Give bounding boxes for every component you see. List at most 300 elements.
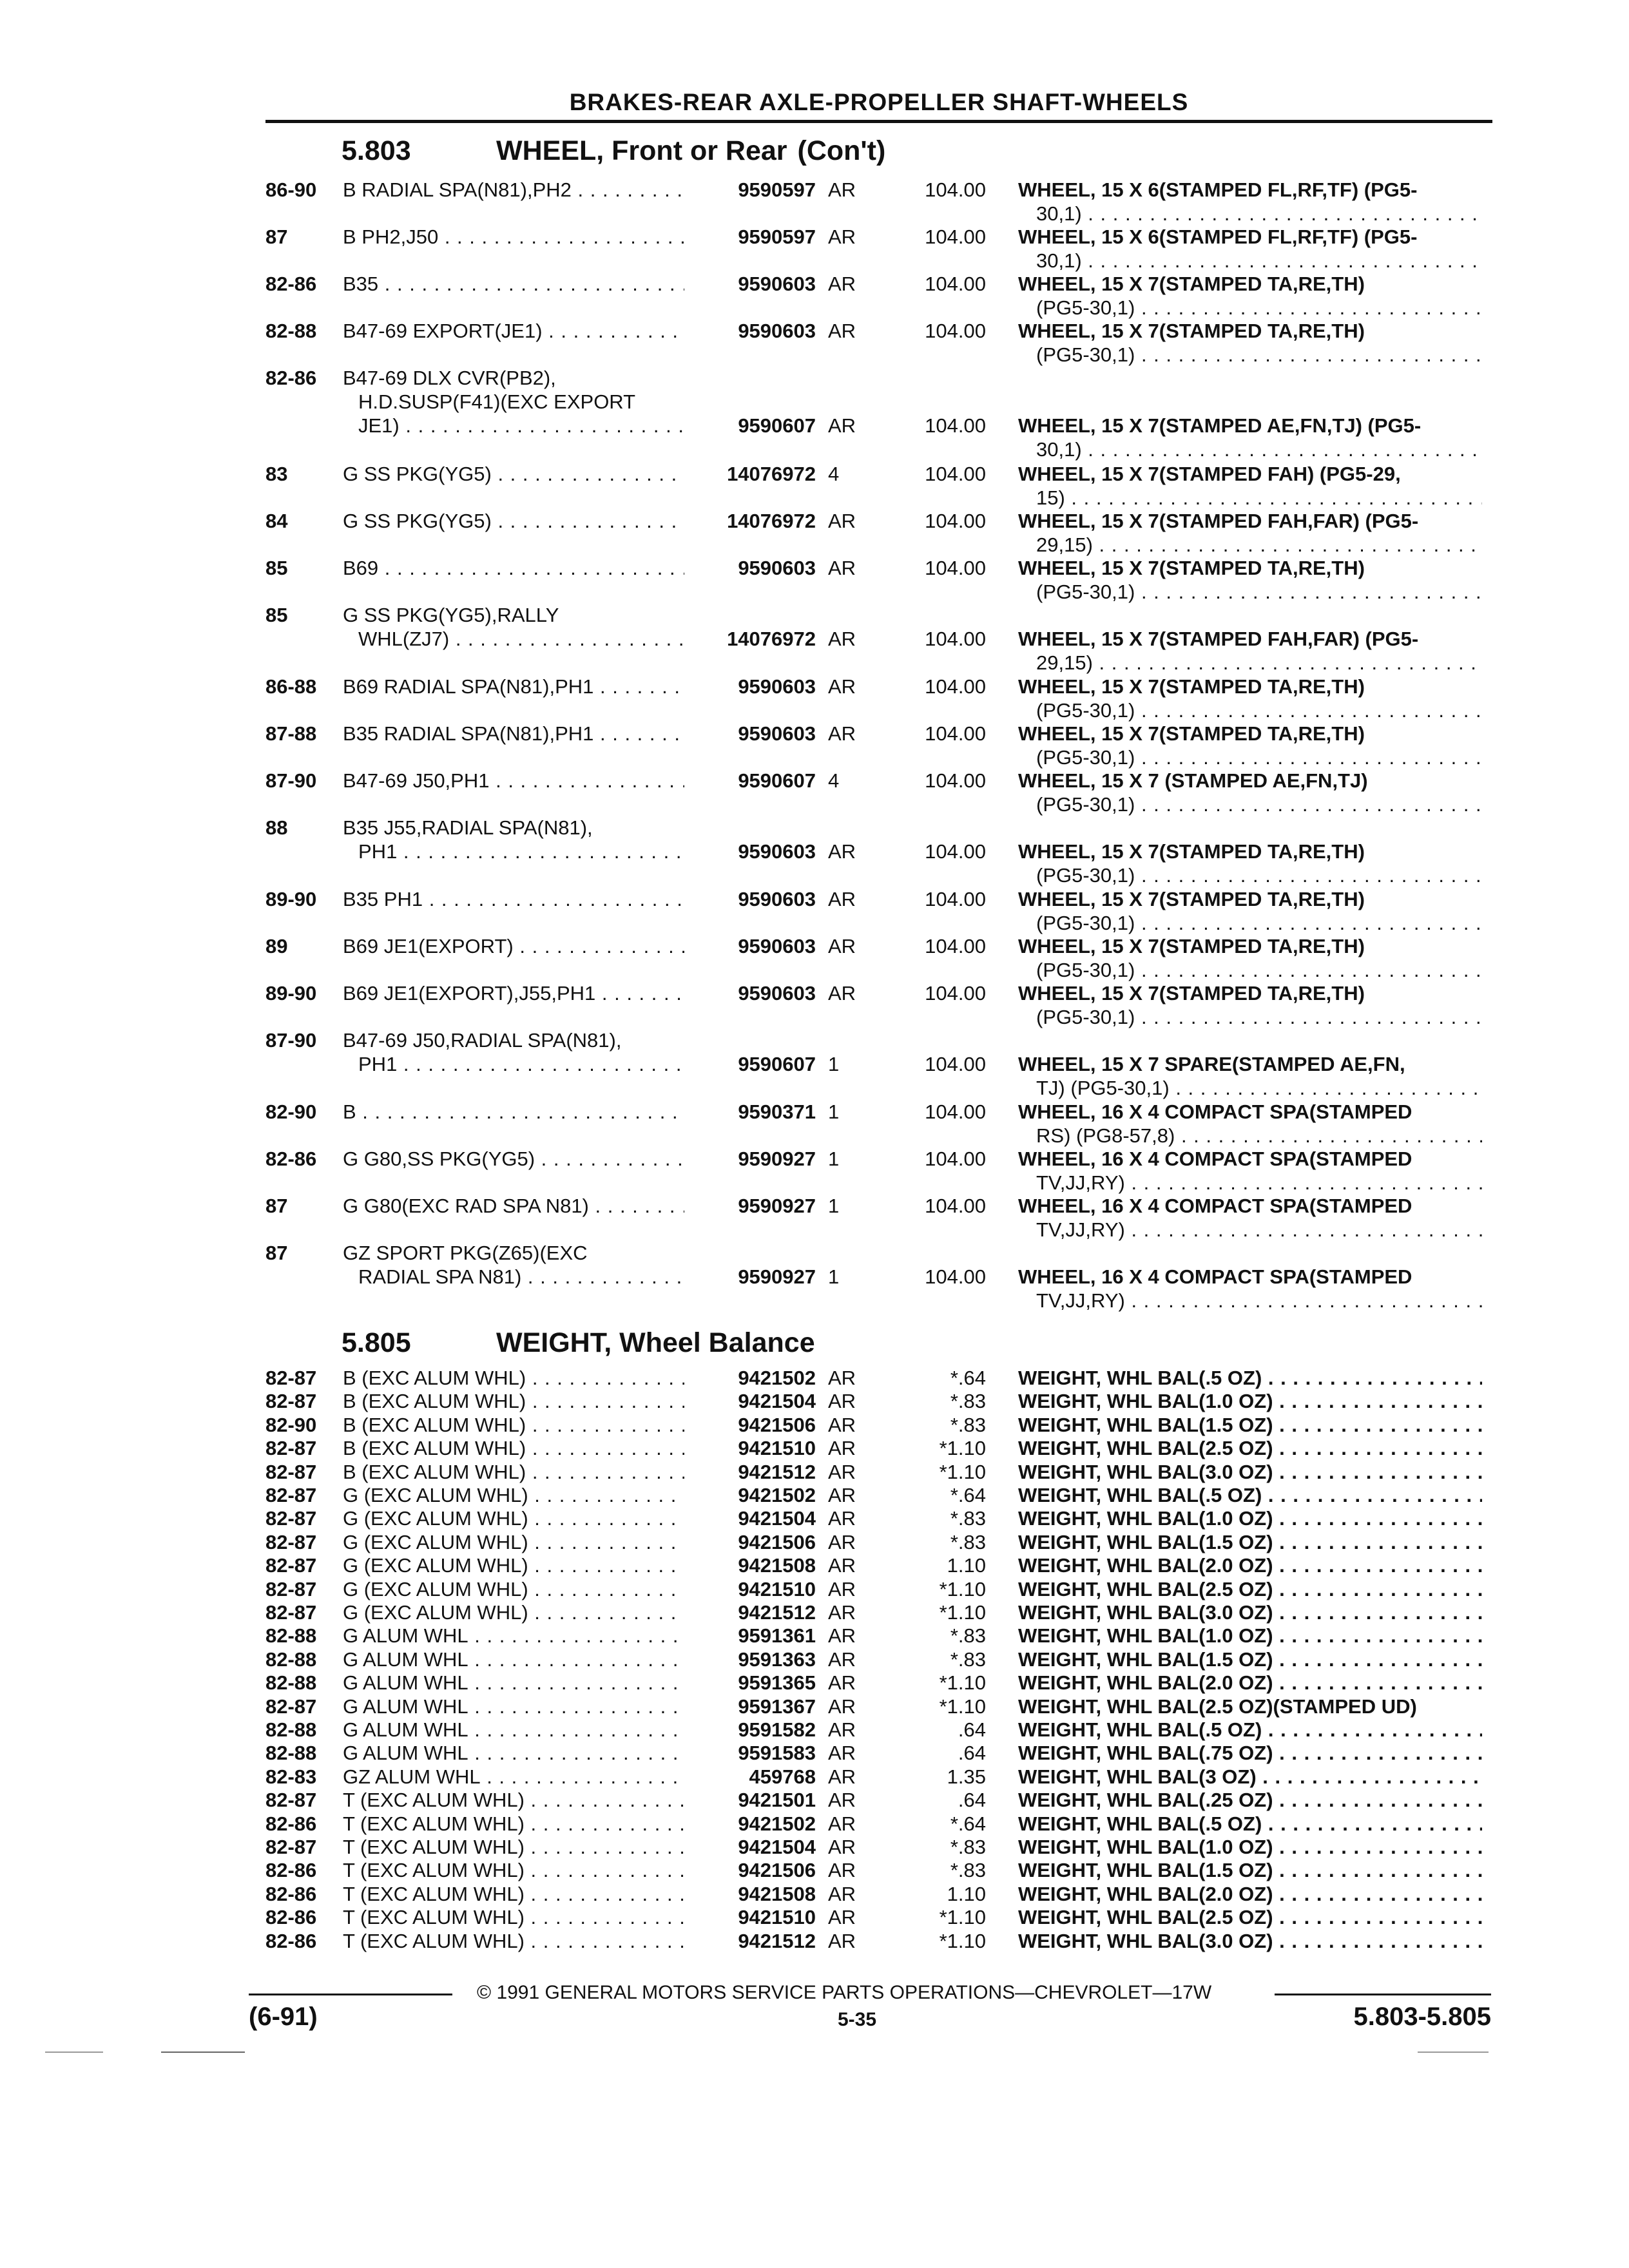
part-name-line: WEIGHT, WHL BAL(3.0 OZ) . . . xyxy=(1018,1929,1482,1953)
year-range: 87-88 xyxy=(265,722,317,745)
part-name xyxy=(1018,462,1482,510)
part-name xyxy=(1018,1436,1482,1460)
part-name-line: WHEEL, 15 X 7(STAMPED TA,RE,TH) xyxy=(1018,722,1365,745)
part-name-line: (PG5-30,1) . . . xyxy=(1018,296,1482,320)
quantity: 1 xyxy=(828,1053,840,1075)
description-line: B35 J55,RADIAL SPA(N81), xyxy=(343,816,593,839)
part-number: 9591367 xyxy=(738,1695,816,1718)
description-line: T (EXC ALUM WHL) . . . xyxy=(343,1929,684,1953)
part-name-line: WEIGHT, WHL BAL(3.0 OZ) . . . xyxy=(1018,1460,1482,1484)
application-description xyxy=(343,1389,684,1413)
part-name xyxy=(1018,1553,1482,1577)
application-description xyxy=(343,1648,684,1671)
quantity: AR xyxy=(828,1695,856,1718)
quantity: AR xyxy=(828,178,856,201)
application-description xyxy=(343,1788,684,1812)
scan-mark xyxy=(1418,2052,1489,2053)
description-line: B (EXC ALUM WHL) . . . xyxy=(343,1460,684,1484)
footer-rule-left xyxy=(249,1994,452,1995)
price: *.83 xyxy=(950,1648,986,1671)
part-name-line: WEIGHT, WHL BAL(1.0 OZ) . . . xyxy=(1018,1389,1482,1413)
part-name-line: WHEEL, 15 X 7(STAMPED TA,RE,TH) xyxy=(1018,557,1365,579)
part-name-line: WEIGHT, WHL BAL(1.5 OZ) . . . xyxy=(1018,1648,1482,1671)
part-number: 9591363 xyxy=(738,1648,816,1671)
part-number: 9421501 xyxy=(738,1789,816,1812)
part-name-line: WHEEL, 15 X 7 (STAMPED AE,FN,TJ) xyxy=(1018,769,1368,792)
year-range: 82-87 xyxy=(265,1789,317,1812)
application-description xyxy=(343,675,684,698)
description-line: G G80,SS PKG(YG5) . . . xyxy=(343,1147,684,1171)
part-number: 9590603 xyxy=(738,840,816,863)
application-description xyxy=(343,603,684,651)
year-range: 82-88 xyxy=(265,1718,317,1741)
quantity: AR xyxy=(828,273,856,295)
year-range: 82-86 xyxy=(265,367,317,389)
quantity: AR xyxy=(828,1367,856,1389)
year-range: 82-87 xyxy=(265,1836,317,1858)
part-name xyxy=(1018,1194,1482,1242)
description-line: B35 . . . xyxy=(343,272,684,296)
scan-mark xyxy=(45,2052,103,2053)
price: 104.00 xyxy=(925,722,986,745)
year-range: 82-86 xyxy=(265,1148,317,1170)
part-name xyxy=(1018,1100,1482,1148)
description-line: B47-69 EXPORT(JE1) . . . xyxy=(343,319,684,343)
part-number: 9590597 xyxy=(738,226,816,248)
part-name-line: TV,JJ,RY) . . . xyxy=(1018,1218,1482,1242)
quantity: AR xyxy=(828,1624,856,1648)
description-line: G ALUM WHL . . . xyxy=(343,1741,684,1765)
section-heading-weight xyxy=(342,1327,815,1359)
year-range: 87 xyxy=(265,1242,288,1264)
part-number: 459768 xyxy=(749,1765,816,1788)
part-name-line: WEIGHT, WHL BAL(2.5 OZ) . . . xyxy=(1018,1577,1482,1601)
description-line: RADIAL SPA N81) . . . xyxy=(343,1265,684,1289)
price: .64 xyxy=(958,1789,986,1812)
year-range: 87-90 xyxy=(265,769,317,792)
price: *.83 xyxy=(950,1530,986,1553)
part-name xyxy=(1018,1765,1482,1789)
part-name-line: WEIGHT, WHL BAL(.5 OZ) . . . xyxy=(1018,1812,1482,1836)
application-description xyxy=(343,1028,684,1076)
application-description xyxy=(343,1241,684,1289)
year-range: 88 xyxy=(265,816,288,839)
part-name xyxy=(1018,1929,1482,1953)
part-name-line: WEIGHT, WHL BAL(1.5 OZ) . . . xyxy=(1018,1530,1482,1554)
year-range: 82-86 xyxy=(265,273,317,295)
part-name-line: WHEEL, 15 X 7(STAMPED TA,RE,TH) xyxy=(1018,982,1365,1004)
year-range: 82-87 xyxy=(265,1507,317,1530)
quantity: AR xyxy=(828,1812,856,1835)
year-range: 82-86 xyxy=(265,1812,317,1835)
footer-section-range: 5.803-5.805 xyxy=(1353,2003,1491,2031)
application-description xyxy=(343,1413,684,1437)
description-line: G ALUM WHL . . . xyxy=(343,1718,684,1742)
part-name xyxy=(1018,1624,1482,1648)
description-line: T (EXC ALUM WHL) . . . xyxy=(343,1882,684,1906)
application-description xyxy=(343,934,684,958)
scan-mark xyxy=(161,2052,245,2053)
quantity: AR xyxy=(828,1648,856,1671)
application-description xyxy=(343,816,684,863)
year-range: 82-87 xyxy=(265,1367,317,1389)
part-number: 9590603 xyxy=(738,273,816,295)
quantity: AR xyxy=(828,557,856,579)
year-range: 82-88 xyxy=(265,1742,317,1765)
quantity: AR xyxy=(828,226,856,248)
part-name-line: WHEEL, 15 X 7(STAMPED AE,FN,TJ) (PG5- xyxy=(1018,414,1422,437)
quantity: AR xyxy=(828,628,856,650)
part-name xyxy=(1018,887,1482,935)
application-description xyxy=(343,1530,684,1554)
part-name-line: (PG5-30,1) . . . xyxy=(1018,580,1482,604)
price: 104.00 xyxy=(925,1265,986,1288)
application-description xyxy=(343,1718,684,1742)
year-range: 82-86 xyxy=(265,1929,317,1952)
description-line: B69 . . . xyxy=(343,556,684,580)
part-name-line: WHEEL, 15 X 7(STAMPED TA,RE,TH) xyxy=(1018,840,1365,863)
quantity: AR xyxy=(828,1906,856,1929)
price: 104.00 xyxy=(925,557,986,579)
description-line: GZ SPORT PKG(Z65)(EXC xyxy=(343,1242,588,1264)
part-name xyxy=(1018,1413,1482,1437)
part-name-line: (PG5-30,1) . . . xyxy=(1018,958,1482,982)
quantity: AR xyxy=(828,675,856,698)
description-line: B47-69 J50,RADIAL SPA(N81), xyxy=(343,1029,622,1052)
price: *.64 xyxy=(950,1367,986,1389)
application-description xyxy=(343,1905,684,1929)
price: *.64 xyxy=(950,1812,986,1835)
part-number: 9590607 xyxy=(738,1053,816,1075)
quantity: AR xyxy=(828,1742,856,1765)
part-number: 9421504 xyxy=(738,1507,816,1530)
application-description xyxy=(343,225,684,249)
part-name-line: (PG5-30,1) . . . xyxy=(1018,745,1482,769)
application-description xyxy=(343,722,684,745)
part-number: 14076972 xyxy=(727,510,816,532)
description-line: B69 JE1(EXPORT) . . . xyxy=(343,934,684,958)
description-line: JE1) . . . xyxy=(343,414,684,437)
application-description xyxy=(343,1460,684,1484)
part-number: 14076972 xyxy=(727,628,816,650)
price: 104.00 xyxy=(925,888,986,910)
part-name xyxy=(1018,1648,1482,1671)
quantity: 1 xyxy=(828,1195,840,1217)
section-continued: (Con't) xyxy=(797,135,886,166)
application-description xyxy=(343,1858,684,1882)
part-name-line: WHEEL, 15 X 7(STAMPED TA,RE,TH) xyxy=(1018,888,1365,910)
part-number: 9591583 xyxy=(738,1742,816,1765)
part-name xyxy=(1018,1882,1482,1906)
quantity: 4 xyxy=(828,463,840,485)
part-name-line: WEIGHT, WHL BAL(2.5 OZ) . . . xyxy=(1018,1436,1482,1460)
price: *.64 xyxy=(950,1484,986,1506)
part-name-line: 29,15) . . . xyxy=(1018,651,1482,675)
application-description xyxy=(343,1436,684,1460)
application-description xyxy=(343,1695,684,1718)
part-name-line: WHEEL, 16 X 4 COMPACT SPA(STAMPED xyxy=(1018,1195,1412,1217)
part-name-line: WEIGHT, WHL BAL(.5 OZ) . . . xyxy=(1018,1718,1482,1742)
part-name-line: WEIGHT, WHL BAL(2.0 OZ) . . . xyxy=(1018,1671,1482,1695)
part-name xyxy=(1018,1577,1482,1601)
year-range: 86-90 xyxy=(265,178,317,201)
price: 104.00 xyxy=(925,840,986,863)
part-name-line: WHEEL, 15 X 7(STAMPED TA,RE,TH) xyxy=(1018,320,1365,342)
price: 104.00 xyxy=(925,226,986,248)
part-name-line: WEIGHT, WHL BAL(2.5 OZ)(STAMPED UD) xyxy=(1018,1695,1417,1718)
application-description xyxy=(343,556,684,580)
quantity: AR xyxy=(828,935,856,957)
part-number: 9590927 xyxy=(738,1195,816,1217)
part-name xyxy=(1018,1788,1482,1812)
part-name xyxy=(1018,627,1482,675)
year-range: 82-87 xyxy=(265,1460,317,1483)
application-description xyxy=(343,1577,684,1601)
quantity: AR xyxy=(828,1507,856,1530)
application-description xyxy=(343,1882,684,1906)
year-range: 82-88 xyxy=(265,1624,317,1648)
section-number: 5.803 xyxy=(342,135,411,166)
quantity: AR xyxy=(828,888,856,910)
description-line: G SS PKG(YG5) . . . xyxy=(343,462,684,486)
description-line: G (EXC ALUM WHL) . . . xyxy=(343,1506,684,1530)
part-number: 9421510 xyxy=(738,1906,816,1929)
application-description xyxy=(343,769,684,793)
part-name-line: WEIGHT, WHL BAL(1.5 OZ) . . . xyxy=(1018,1413,1482,1437)
part-number: 9421504 xyxy=(738,1390,816,1413)
part-name-line: (PG5-30,1) . . . xyxy=(1018,1005,1482,1029)
section-name: WHEEL, Front or Rear xyxy=(496,135,787,166)
price: *1.10 xyxy=(939,1695,986,1718)
description-line: G SS PKG(YG5) . . . xyxy=(343,509,684,533)
part-number: 9590603 xyxy=(738,722,816,745)
description-line: G (EXC ALUM WHL) . . . xyxy=(343,1530,684,1554)
part-name-line: TV,JJ,RY) . . . xyxy=(1018,1289,1482,1312)
part-name xyxy=(1018,509,1482,557)
part-name-line: WHEEL, 15 X 7(STAMPED FAH,FAR) (PG5- xyxy=(1018,510,1419,532)
quantity: AR xyxy=(828,982,856,1004)
part-name-line: WEIGHT, WHL BAL(1.0 OZ) . . . xyxy=(1018,1624,1482,1648)
part-name xyxy=(1018,1718,1482,1742)
part-number: 9421502 xyxy=(738,1367,816,1389)
application-description xyxy=(343,1835,684,1859)
quantity: AR xyxy=(828,840,856,863)
part-name-line: WEIGHT, WHL BAL(1.0 OZ) . . . xyxy=(1018,1506,1482,1530)
price: 104.00 xyxy=(925,273,986,295)
description-line: G (EXC ALUM WHL) . . . xyxy=(343,1483,684,1507)
year-range: 82-87 xyxy=(265,1601,317,1624)
application-description xyxy=(343,319,684,343)
part-name-line: WEIGHT, WHL BAL(.5 OZ) . . . xyxy=(1018,1366,1482,1390)
description-line: WHL(ZJ7) . . . xyxy=(343,627,684,651)
part-name-line: 30,1) . . . xyxy=(1018,249,1482,273)
part-name-line: 30,1) . . . xyxy=(1018,437,1482,461)
part-name xyxy=(1018,1905,1482,1929)
part-number: 9590927 xyxy=(738,1148,816,1170)
application-description xyxy=(343,1100,684,1124)
header-rule xyxy=(265,120,1492,123)
part-number: 9590603 xyxy=(738,982,816,1004)
part-name xyxy=(1018,1147,1482,1195)
year-range: 87 xyxy=(265,226,288,248)
year-range: 84 xyxy=(265,510,288,532)
price: *.83 xyxy=(950,1624,986,1648)
quantity: AR xyxy=(828,1530,856,1553)
year-range: 82-87 xyxy=(265,1695,317,1718)
description-line: T (EXC ALUM WHL) . . . xyxy=(343,1905,684,1929)
part-number: 9421506 xyxy=(738,1859,816,1882)
description-line: T (EXC ALUM WHL) . . . xyxy=(343,1812,684,1836)
part-name-line: (PG5-30,1) . . . xyxy=(1018,863,1482,887)
application-description xyxy=(343,1929,684,1953)
description-line: T (EXC ALUM WHL) . . . xyxy=(343,1858,684,1882)
description-line: B (EXC ALUM WHL) . . . xyxy=(343,1389,684,1413)
quantity: AR xyxy=(828,1789,856,1812)
application-description xyxy=(343,1553,684,1577)
description-line: B47-69 DLX CVR(PB2), xyxy=(343,367,556,389)
price: *.83 xyxy=(950,1413,986,1436)
application-description xyxy=(343,981,684,1005)
description-line: G G80(EXC RAD SPA N81) . . . xyxy=(343,1194,684,1218)
application-description xyxy=(343,178,684,202)
description-line: B35 RADIAL SPA(N81),PH1 . . . xyxy=(343,722,684,745)
description-line: H.D.SUSP(F41)(EXC EXPORT xyxy=(358,390,636,413)
price: 104.00 xyxy=(925,1195,986,1217)
part-number: 9591582 xyxy=(738,1718,816,1741)
description-line: G (EXC ALUM WHL) . . . xyxy=(343,1600,684,1624)
price: *.83 xyxy=(950,1390,986,1413)
description-line: PH1 . . . xyxy=(343,1052,684,1076)
price: *1.10 xyxy=(939,1929,986,1952)
part-number: 9590607 xyxy=(738,414,816,437)
part-name-line: 15) . . . xyxy=(1018,486,1482,510)
application-description xyxy=(343,1194,684,1218)
price: *1.10 xyxy=(939,1601,986,1624)
description-line: B47-69 J50,PH1 . . . xyxy=(343,769,684,793)
part-name-line: WHEEL, 16 X 4 COMPACT SPA(STAMPED xyxy=(1018,1265,1412,1288)
price: 104.00 xyxy=(925,510,986,532)
part-number: 9591361 xyxy=(738,1624,816,1648)
description-line: B (EXC ALUM WHL) . . . xyxy=(343,1366,684,1390)
part-name xyxy=(1018,1695,1482,1718)
application-description xyxy=(343,1624,684,1648)
price: 104.00 xyxy=(925,935,986,957)
quantity: AR xyxy=(828,1460,856,1483)
description-line: PH1 . . . xyxy=(343,840,684,863)
price: 104.00 xyxy=(925,1053,986,1075)
application-description xyxy=(343,1483,684,1507)
part-number: 9590603 xyxy=(738,557,816,579)
quantity: 1 xyxy=(828,1100,840,1123)
part-name-line: TV,JJ,RY) . . . xyxy=(1018,1171,1482,1195)
application-description xyxy=(343,1506,684,1530)
part-number: 9590607 xyxy=(738,769,816,792)
part-name xyxy=(1018,272,1482,320)
part-name-line: WHEEL, 15 X 7(STAMPED FAH,FAR) (PG5- xyxy=(1018,628,1419,650)
quantity: AR xyxy=(828,414,856,437)
price: 104.00 xyxy=(925,463,986,485)
year-range: 85 xyxy=(265,604,288,626)
description-line: G ALUM WHL . . . xyxy=(343,1671,684,1695)
year-range: 87 xyxy=(265,1195,288,1217)
price: .64 xyxy=(958,1742,986,1765)
application-description xyxy=(343,272,684,296)
part-number: 9421510 xyxy=(738,1437,816,1460)
part-name-line: WHEEL, 16 X 4 COMPACT SPA(STAMPED xyxy=(1018,1100,1412,1123)
part-name-line: 30,1) . . . xyxy=(1018,202,1482,226)
footer-page-number: 5-35 xyxy=(837,2009,877,2030)
part-number: 9591365 xyxy=(738,1671,816,1695)
quantity: AR xyxy=(828,320,856,342)
price: 1.10 xyxy=(947,1882,986,1905)
quantity: 4 xyxy=(828,769,840,792)
quantity: AR xyxy=(828,1484,856,1506)
section-name: WEIGHT, Wheel Balance xyxy=(496,1327,815,1358)
description-line: G ALUM WHL . . . xyxy=(343,1624,684,1648)
part-name xyxy=(1018,840,1482,887)
part-number: 9421508 xyxy=(738,1554,816,1577)
quantity: AR xyxy=(828,1718,856,1741)
price: 104.00 xyxy=(925,628,986,650)
quantity: AR xyxy=(828,510,856,532)
footer-copyright: © 1991 GENERAL MOTORS SERVICE PARTS OPERATIONS—CHEVROLET—17W xyxy=(477,1982,1212,2003)
part-name-line: TJ) (PG5-30,1) . . . xyxy=(1018,1076,1482,1100)
year-range: 82-87 xyxy=(265,1390,317,1413)
year-range: 89 xyxy=(265,935,288,957)
quantity: 1 xyxy=(828,1148,840,1170)
quantity: AR xyxy=(828,1765,856,1788)
part-name-line: WEIGHT, WHL BAL(1.5 OZ) . . . xyxy=(1018,1858,1482,1882)
part-number: 9590603 xyxy=(738,675,816,698)
part-name xyxy=(1018,178,1482,226)
price: *.83 xyxy=(950,1836,986,1858)
part-name-line: WEIGHT, WHL BAL(.25 OZ) . . . xyxy=(1018,1788,1482,1812)
year-range: 82-86 xyxy=(265,1906,317,1929)
price: 104.00 xyxy=(925,414,986,437)
part-name xyxy=(1018,1858,1482,1882)
year-range: 82-87 xyxy=(265,1554,317,1577)
quantity: AR xyxy=(828,1671,856,1695)
description-line: B PH2,J50 . . . xyxy=(343,225,684,249)
year-range: 82-87 xyxy=(265,1530,317,1553)
quantity: AR xyxy=(828,1554,856,1577)
part-name xyxy=(1018,722,1482,769)
application-description xyxy=(343,1741,684,1765)
part-name xyxy=(1018,981,1482,1029)
part-name-line: (PG5-30,1) . . . xyxy=(1018,698,1482,722)
description-line: B . . . xyxy=(343,1100,684,1124)
description-line: B (EXC ALUM WHL) . . . xyxy=(343,1436,684,1460)
price: *.83 xyxy=(950,1859,986,1882)
part-number: 9421512 xyxy=(738,1460,816,1483)
part-name-line: RS) (PG8-57,8) . . . xyxy=(1018,1124,1482,1148)
part-name-line: WHEEL, 15 X 7(STAMPED TA,RE,TH) xyxy=(1018,935,1365,957)
application-description xyxy=(343,1812,684,1836)
year-range: 82-83 xyxy=(265,1765,317,1788)
quantity: AR xyxy=(828,722,856,745)
part-name xyxy=(1018,1835,1482,1859)
quantity: AR xyxy=(828,1929,856,1952)
section-number: 5.805 xyxy=(342,1327,411,1358)
part-name-line: WHEEL, 15 X 6(STAMPED FL,RF,TF) (PG5- xyxy=(1018,178,1418,201)
year-range: 82-87 xyxy=(265,1577,317,1600)
year-range: 82-87 xyxy=(265,1437,317,1460)
part-name-line: WHEEL, 15 X 7(STAMPED FAH) (PG5-29, xyxy=(1018,463,1401,485)
part-name-line: WEIGHT, WHL BAL(2.5 OZ) . . . xyxy=(1018,1905,1482,1929)
part-number: 9421512 xyxy=(738,1601,816,1624)
part-name-line: WEIGHT, WHL BAL(.5 OZ) . . . xyxy=(1018,1483,1482,1507)
year-range: 85 xyxy=(265,557,288,579)
